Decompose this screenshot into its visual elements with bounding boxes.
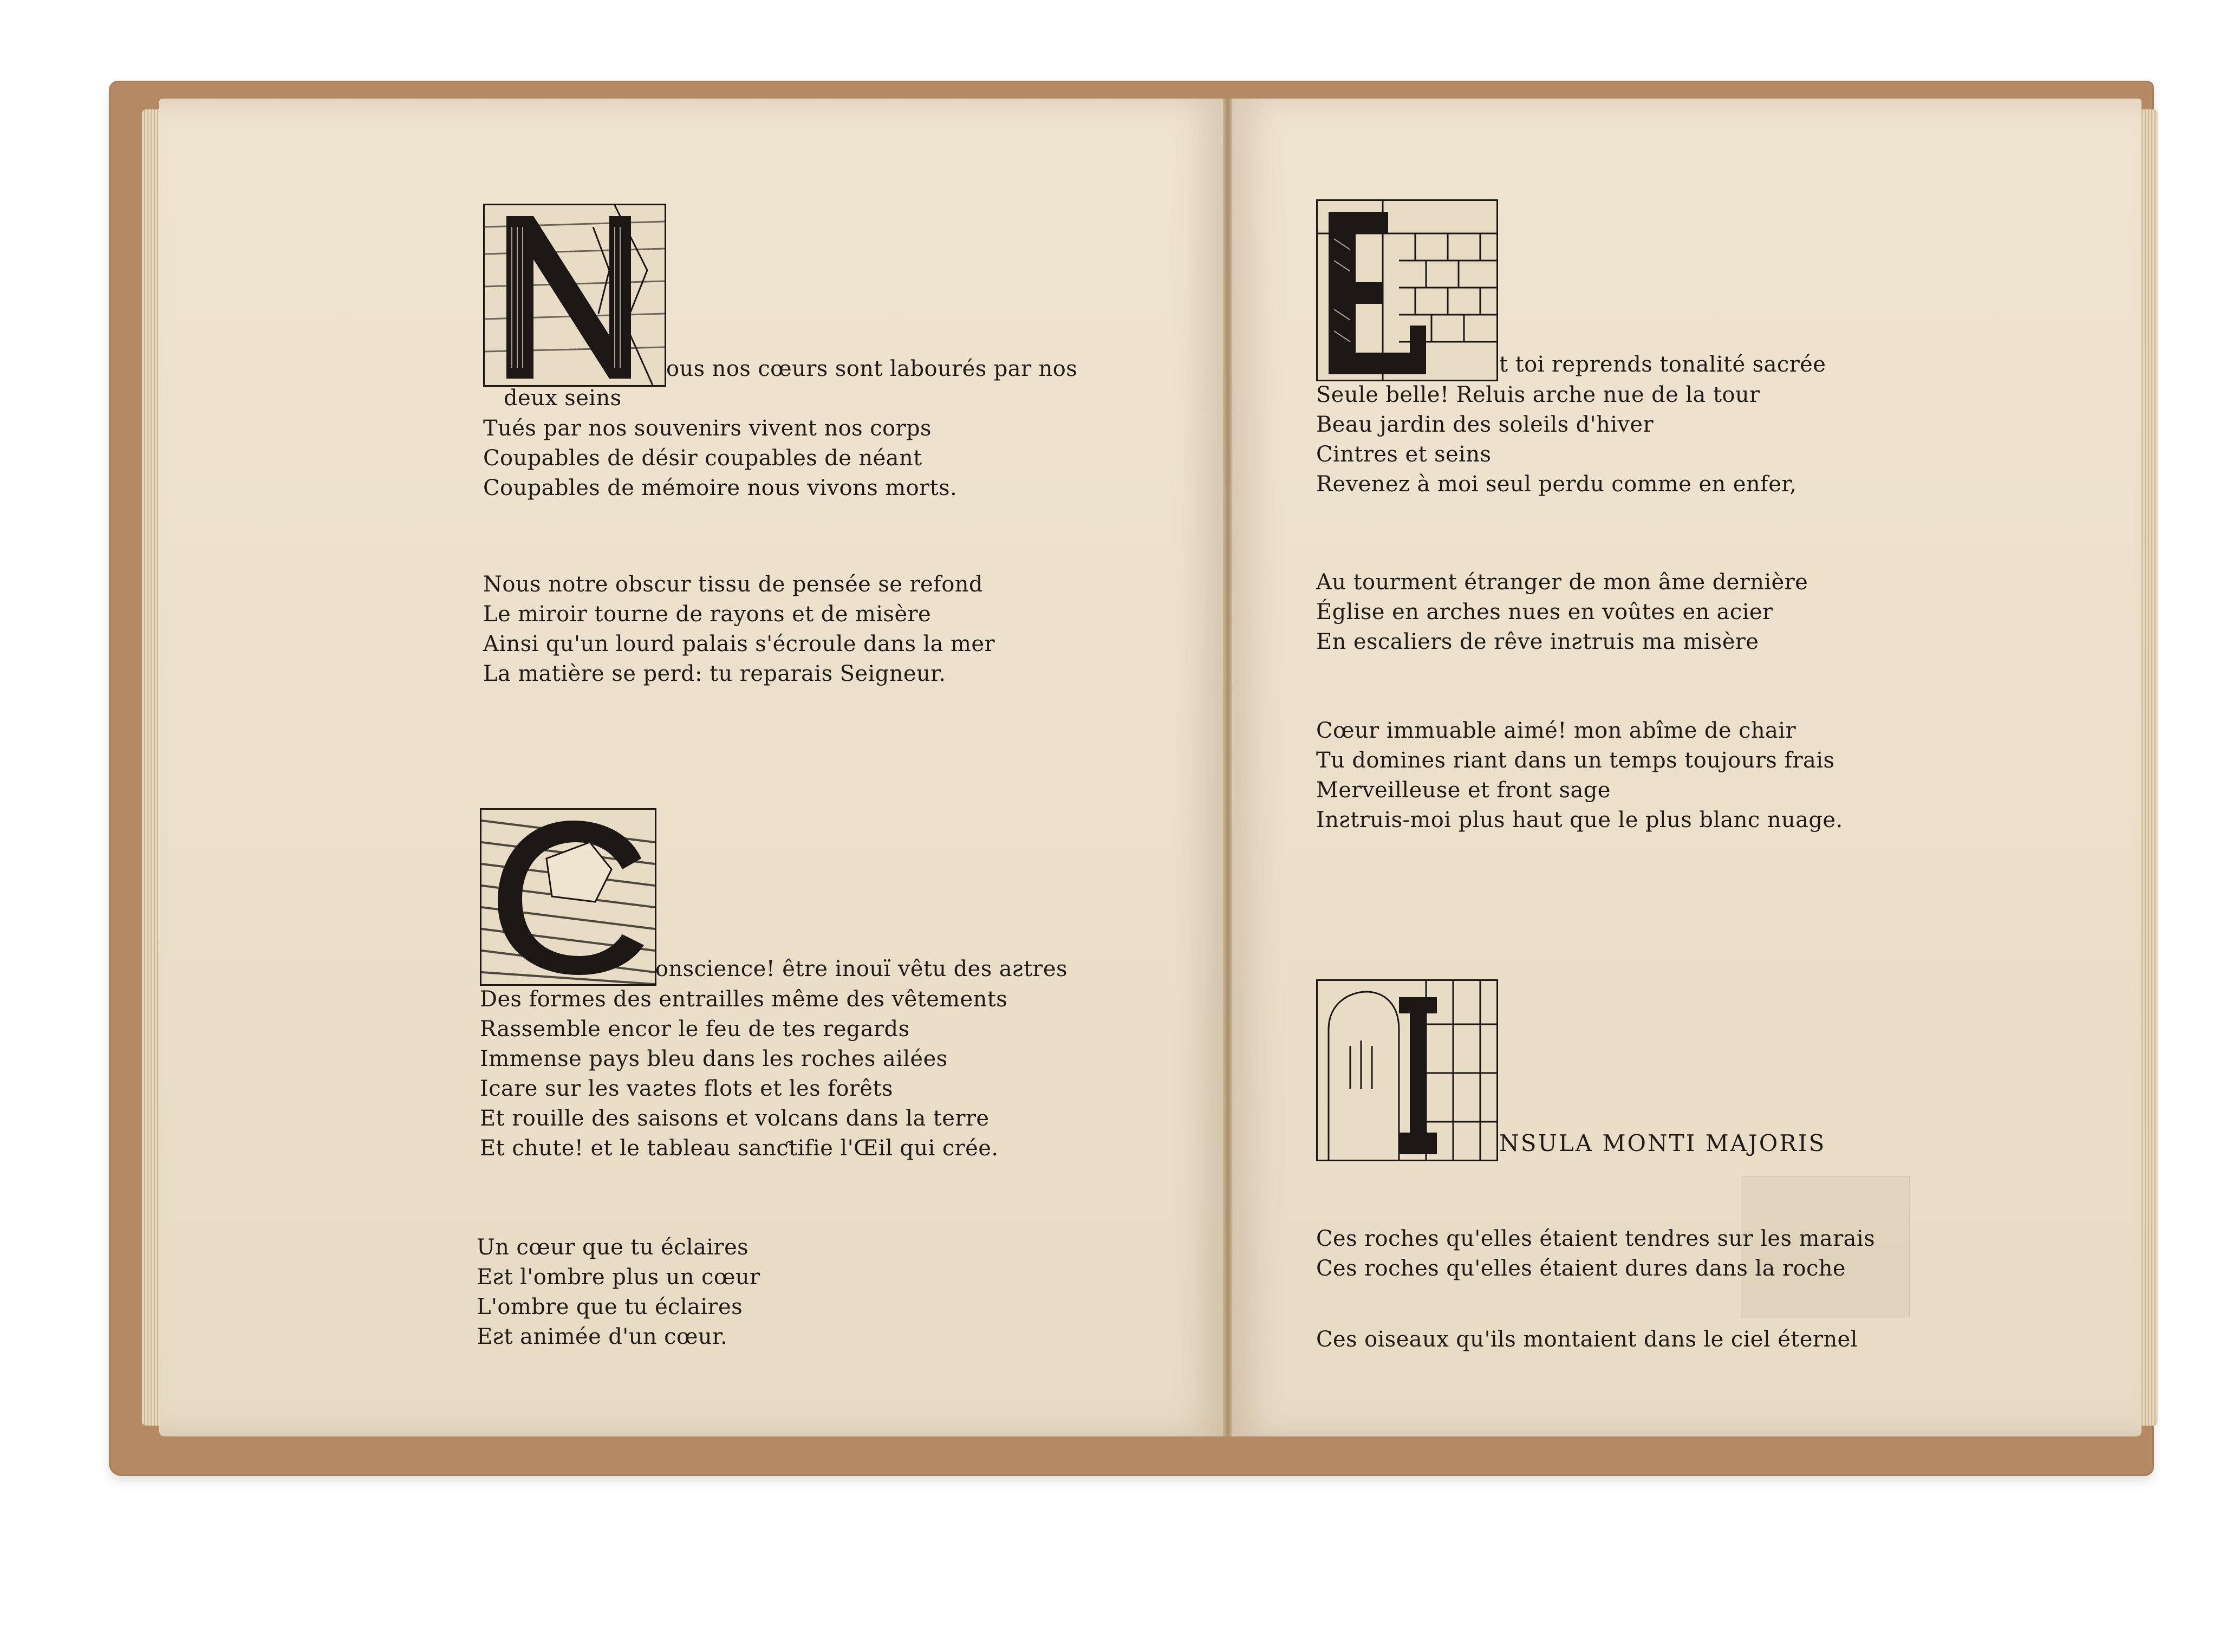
poem4-stanza1 (1316, 1224, 1875, 1284)
poem-line: Merveilleuse et front sage (1316, 778, 1611, 803)
poem-line: Cintres et seins (1316, 442, 1492, 467)
open-book (110, 82, 2152, 1474)
poem-line: Tu domines riant dans un temps toujours frais (1316, 748, 1835, 773)
poem-line: Icare sur les vaƨtes flots et les forêts (480, 1076, 893, 1101)
poem-line: Inƨtruis-moi plus haut que le plus blanc nuage. (1316, 808, 1843, 832)
poem3-stanza3 (1316, 716, 1843, 835)
poem-line: Un cœur que tu éclaires (477, 1235, 749, 1260)
poem-line: Nous notre obscur tissu de pensée se refond (483, 572, 983, 597)
woodcut-initial-e-icon (1316, 199, 1498, 381)
poem-line: Coupables de mémoire nous vivons morts. (483, 476, 958, 500)
woodcut-initial-n-icon (483, 204, 666, 387)
poem-line: Au tourment étranger de mon âme dernière (1316, 570, 1808, 595)
right-page (1232, 99, 2142, 1436)
woodcut-initial-i-icon (1316, 979, 1498, 1161)
poem-line: L'ombre que tu éclaires (477, 1295, 743, 1319)
poem2-stanza2 (477, 1233, 760, 1352)
poem-line: Revenez à moi seul perdu comme en enfer, (1316, 472, 1797, 497)
poem3-first-line: t toi reprends tonalité sacrée (1499, 352, 1826, 377)
poem1-stanza2 (483, 570, 995, 689)
poem3-stanza2 (1316, 568, 1808, 657)
poem-line: Ces roches qu'elles étaient tendres sur les marais (1316, 1226, 1875, 1251)
poem-line: Ces roches qu'elles étaient dures dans la roche (1316, 1256, 1846, 1281)
poem-line: Le miroir tourne de rayons et de misère (483, 602, 932, 627)
poem-line: Et chute! et le tableau sanƈtifie l'Œil qui crée. (480, 1136, 999, 1161)
poem-line: Immense pays bleu dans les roches ailées (480, 1046, 948, 1071)
poem-line: Eƨt l'ombre plus un cœur (477, 1265, 760, 1290)
poem-line: Des formes des entrailles même des vêtements (480, 987, 1008, 1012)
woodcut-initial-c-icon (480, 808, 656, 986)
poem4-heading: NSULA MONTI MAJORIS (1499, 1130, 1826, 1156)
poem-line: Rassemble encor le feu de tes regards (480, 1017, 910, 1042)
poem2-stanza1 (480, 985, 1007, 1163)
poem-line: En escaliers de rêve inƨtruis ma misère (1316, 629, 1759, 654)
left-page (159, 99, 1225, 1436)
poem2-first-line: onscience! être inouï vêtu des aƨtres (655, 957, 1068, 981)
poem-line: Ainsi qu'un lourd palais s'écroule dans la mer (483, 632, 995, 656)
poem-line: Tués par nos souvenirs vivent nos corps (483, 416, 932, 441)
poem-line: Cœur immuable aimé! mon abîme de chair (1316, 718, 1797, 743)
poem-line: La matière se perd: tu reparais Seigneur. (483, 661, 946, 686)
poem3-stanza1 (1316, 380, 1797, 499)
poem1-first-line-cont: deux seins (504, 386, 622, 411)
poem-line: Coupables de désir coupables de néant (483, 446, 922, 471)
poem-line: Église en arches nues en voûtes en acier (1316, 600, 1773, 625)
poem-line: Et rouille des saisons et volcans dans la terre (480, 1106, 990, 1131)
poem-line: Eƨt animée d'un cœur. (477, 1324, 728, 1349)
poem1-first-line: ous nos cœurs sont labourés par nos (666, 356, 1078, 381)
poem1-stanza1 (483, 414, 957, 503)
poem-line: Beau jardin des soleils d'hiver (1316, 412, 1654, 437)
poem-line: Seule belle! Reluis arche nue de la tour (1316, 382, 1760, 407)
poem-line: Ces oiseaux qu'ils montaient dans le ciel éternel (1316, 1327, 1858, 1352)
poem4-stanza2 (1316, 1325, 1858, 1355)
